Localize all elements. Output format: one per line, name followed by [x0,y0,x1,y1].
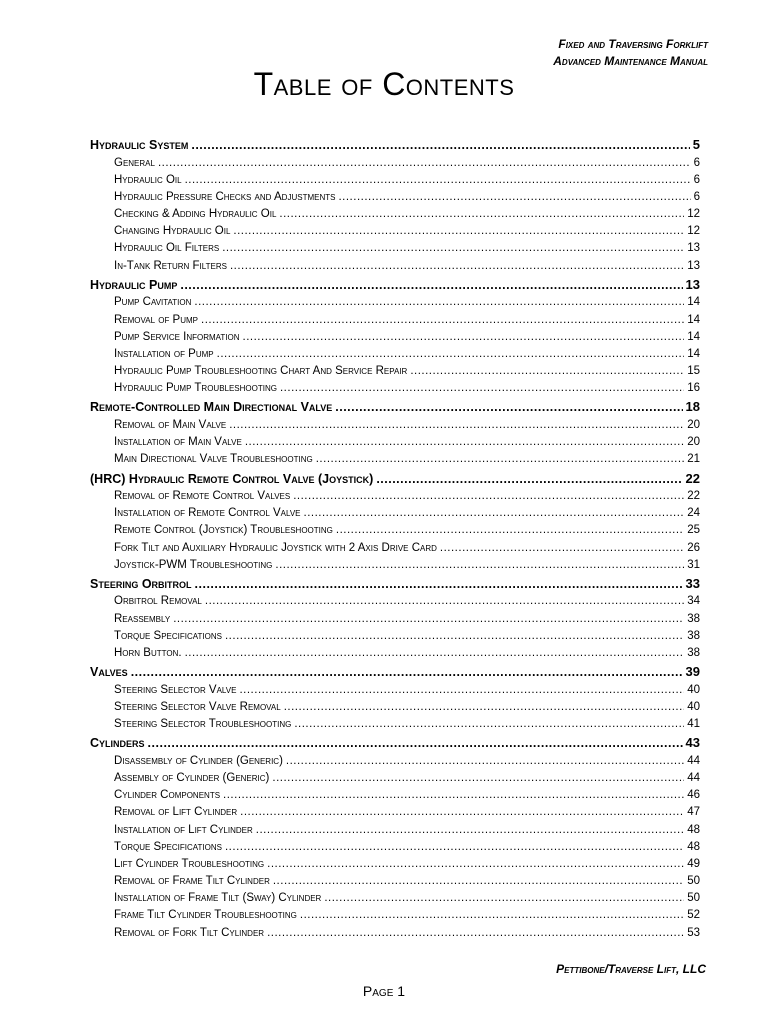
toc-entry-page: 34 [687,595,700,608]
toc-entry[interactable] [90,892,700,909]
toc-entry-title: Steering Selector Valve Removal [114,700,281,713]
toc-section[interactable] [90,735,700,755]
toc-section-title: Steering Orbitrol [90,576,192,591]
toc-entry-page: 38 [687,612,700,625]
toc-entry[interactable] [90,559,700,576]
dot-leader [256,824,684,836]
toc-entry-page: 48 [687,840,700,853]
toc-entry[interactable] [90,365,700,382]
dot-leader [284,701,684,713]
toc-entry-title: In-Tank Return Filters [114,259,227,272]
toc-entry-page: 6 [693,190,700,203]
toc-entry-page: 46 [687,789,700,802]
toc-entry-title: Installation of Frame Tilt (Sway) Cylinder [114,892,322,905]
dot-leader [240,806,684,818]
toc-entry-title: Hydraulic Oil [114,173,182,186]
toc-entry-title: Installation of Remote Control Valve [114,507,301,520]
toc-entry-title: Removal of Fork Tilt Cylinder [114,926,265,939]
toc-section-page: 13 [685,276,700,292]
toc-section-page: 22 [685,470,700,486]
dot-leader [336,524,684,536]
toc-entry-title: Remote Control (Joystick) Troubleshooting [114,524,333,537]
dot-leader [185,647,685,659]
dot-leader [440,542,684,554]
toc-section[interactable] [90,471,700,491]
toc-entry-title: Orbitrol Removal [114,595,202,608]
toc-entry-title: Installation of Main Valve [114,436,242,449]
dot-leader [223,789,684,801]
toc-entry-page: 20 [687,436,700,449]
toc-entry[interactable] [90,453,700,470]
toc-entry-page: 6 [693,156,700,169]
toc-entry-page: 16 [687,382,700,395]
dot-leader [225,841,684,853]
dot-leader [300,909,684,921]
toc-section[interactable] [90,399,700,419]
toc-entry-page: 25 [687,524,700,537]
toc-entry-page: 48 [687,823,700,836]
toc-entry-title: Removal of Pump [114,313,199,326]
toc-entry-title: Fork Tilt and Auxiliary Hydraulic Joystick with 2 Axis Drive Card [114,541,437,554]
toc-entry[interactable] [90,225,700,242]
toc-section[interactable] [90,277,700,297]
toc-entry-title: Hydraulic Pressure Checks and Adjustments [114,190,336,203]
toc-entry-page: 24 [687,507,700,520]
toc-entry-page: 14 [687,296,700,309]
toc-entry-page: 50 [687,875,700,888]
toc-entry-title: Removal of Remote Control Valves [114,490,291,502]
toc-entry[interactable] [90,647,700,664]
toc-entry-title: Torque Specifications [114,629,222,642]
toc-entry-title: General [114,156,155,169]
toc-section-page: 33 [685,575,700,591]
toc-entry-title: Cylinder Components [114,789,221,802]
toc-entry-page: 31 [687,558,700,571]
toc-entry[interactable] [90,382,700,399]
toc-entry[interactable] [90,875,700,892]
toc-entry-page: 41 [687,718,700,731]
dot-leader [272,772,684,784]
toc-entry[interactable] [90,490,700,507]
toc-entry-page: 52 [687,909,700,922]
dot-leader [148,736,683,750]
toc-entry-title: Frame Tilt Cylinder Troubleshooting [114,909,297,922]
dot-leader [294,718,684,730]
dot-leader [335,400,682,414]
dot-leader [239,684,684,696]
toc-entry[interactable] [90,755,700,772]
page-title: Table of Contents [253,66,515,102]
toc-section-title: (HRC) Hydraulic Remote Control Valve (Joystick) [90,471,374,486]
dot-leader [230,260,684,272]
toc-entry[interactable] [90,701,700,718]
dot-leader [229,419,684,431]
toc-section-page: 43 [685,735,700,751]
toc-entry-title: Changing Hydraulic Oil [114,225,231,238]
header-line-2: Advanced Maintenance Manual [553,54,708,68]
toc-entry[interactable] [90,630,700,647]
toc-section-page: 39 [685,664,700,680]
toc-entry[interactable] [90,718,700,735]
toc-entry[interactable] [90,260,700,277]
toc-section-title: Remote-Controlled Main Directional Valve [90,400,333,415]
toc-entry[interactable] [90,314,700,331]
dot-leader [194,296,684,308]
toc-entry[interactable] [90,174,700,191]
toc-entry[interactable] [90,242,700,259]
toc-entry-title: Steering Selector Troubleshooting [114,718,292,731]
toc-entry[interactable] [90,419,700,436]
dot-leader [185,174,691,186]
toc-entry[interactable] [90,436,700,453]
toc-entry-page: 22 [687,490,700,502]
toc-entry-title: Steering Selector Valve [114,683,237,696]
toc-entry-page: 50 [687,892,700,905]
document-header [553,36,708,70]
toc-section-page: 5 [692,137,700,152]
dot-leader [233,225,684,237]
dot-leader [201,314,684,326]
dot-leader [158,157,691,169]
toc-entry-page: 20 [687,418,700,431]
toc-entry-page: 38 [687,647,700,659]
dot-leader [195,577,683,591]
toc-section[interactable] [90,137,700,157]
dot-leader [286,755,684,767]
dot-leader [243,331,685,343]
footer-page-number: Page 1 [362,983,406,999]
toc-entry[interactable] [90,542,700,559]
dot-leader [376,472,682,486]
dot-leader [316,453,684,465]
dot-leader [191,138,689,152]
toc-entry-title: Removal of Lift Cylinder [114,806,238,819]
toc-entry-page: 44 [687,771,700,784]
toc-entry-page: 13 [687,242,700,255]
toc-entry-page: 13 [687,259,700,272]
toc-entry[interactable] [90,613,700,630]
toc-entry-title: Removal of Main Valve [114,418,227,431]
toc-entry[interactable] [90,909,700,926]
toc-entry[interactable] [90,191,700,208]
toc-entry-title: Pump Service Information [114,330,240,343]
toc-entry[interactable] [90,595,700,612]
footer-company: Pettibone/Traverse Lift, LLC [556,962,706,976]
dot-leader [304,507,685,519]
toc-entry[interactable] [90,684,700,701]
toc-entry-title: Reassembly [114,612,171,625]
toc-entry-page: 12 [687,225,700,238]
dot-leader [222,242,684,254]
toc-entry-page: 6 [693,173,700,186]
toc-entry-title: Installation of Lift Cylinder [114,823,253,836]
toc-entry-page: 14 [687,347,700,360]
dot-leader [279,208,684,220]
toc-entry-page: 47 [687,806,700,819]
toc-entry-title: Pump Cavitation [114,296,192,309]
toc-section-title: Hydraulic System [90,138,189,152]
toc-entry-title: Assembly of Cylinder (Generic) [114,771,270,784]
toc-section-title: Hydraulic Pump [90,277,178,292]
toc-entry[interactable] [90,789,700,806]
toc-entry[interactable] [90,524,700,541]
toc-section-page: 18 [685,399,700,415]
toc-entry-page: 12 [687,208,700,221]
toc-entry-title: Checking & Adding Hydraulic Oil [114,208,277,221]
toc-entry-title: Lift Cylinder Troubleshooting [114,857,265,870]
toc-entry-page: 21 [687,453,700,466]
dot-leader [267,858,684,870]
toc-entry-title: Removal of Frame Tilt Cylinder [114,875,270,888]
dot-leader [131,665,683,679]
toc-entry-title: Torque Specifications [114,840,222,853]
dot-leader [245,436,684,448]
toc-entry-title: Installation of Pump [114,347,214,360]
toc-entry-page: 14 [687,313,700,326]
dot-leader [410,365,684,377]
toc-entry-page: 44 [687,754,700,767]
toc-entry[interactable] [90,806,700,823]
header-line-1: Fixed and Traversing Forklift [558,37,708,51]
toc-entry-title: Hydraulic Pump Troubleshooting [114,382,277,395]
toc-entry-title: Hydraulic Pump Troubleshooting Chart And Service Repair [114,365,408,378]
dot-leader [338,191,690,203]
toc-entry-title: Joystick-PWM Troubleshooting [114,558,273,571]
toc-entry-page: 40 [687,700,700,713]
toc-entry-page: 14 [687,330,700,343]
toc-entry-title: Main Directional Valve Troubleshooting [114,453,313,466]
toc-entry[interactable] [90,157,700,174]
dot-leader [225,630,684,642]
toc-entry[interactable] [90,296,700,313]
dot-leader [324,892,684,904]
dot-leader [180,278,682,292]
dot-leader [293,490,684,502]
toc-entry[interactable] [90,841,700,858]
toc-entry-page: 38 [687,629,700,642]
dot-leader [273,875,684,887]
toc-entry[interactable] [90,348,700,365]
toc-entry-title: Hydraulic Oil Filters [114,242,220,255]
toc-entry[interactable] [90,772,700,789]
dot-leader [205,595,684,607]
toc-entry-page: 26 [687,541,700,554]
dot-leader [275,559,684,571]
toc-entry-page: 49 [687,857,700,870]
toc-section-title: Valves [90,665,128,680]
toc-section[interactable] [90,664,700,684]
toc-entry[interactable] [90,824,700,841]
dot-leader [217,348,685,360]
toc-entry-title: Horn Button. [114,647,182,659]
toc-entry[interactable] [90,331,700,348]
table-of-contents [90,137,700,944]
toc-section-title: Cylinders [90,736,145,751]
toc-entry-page: 15 [687,365,700,378]
toc-entry[interactable] [90,858,700,875]
toc-entry-page: 40 [687,683,700,696]
toc-section[interactable] [90,576,700,596]
dot-leader [280,382,684,394]
toc-entry[interactable] [90,507,700,524]
toc-entry[interactable] [90,208,700,225]
toc-entry[interactable] [90,927,700,944]
dot-leader [173,613,684,625]
toc-entry-title: Disassembly of Cylinder (Generic) [114,754,283,767]
dot-leader [267,927,684,939]
toc-entry-page: 53 [687,926,700,939]
